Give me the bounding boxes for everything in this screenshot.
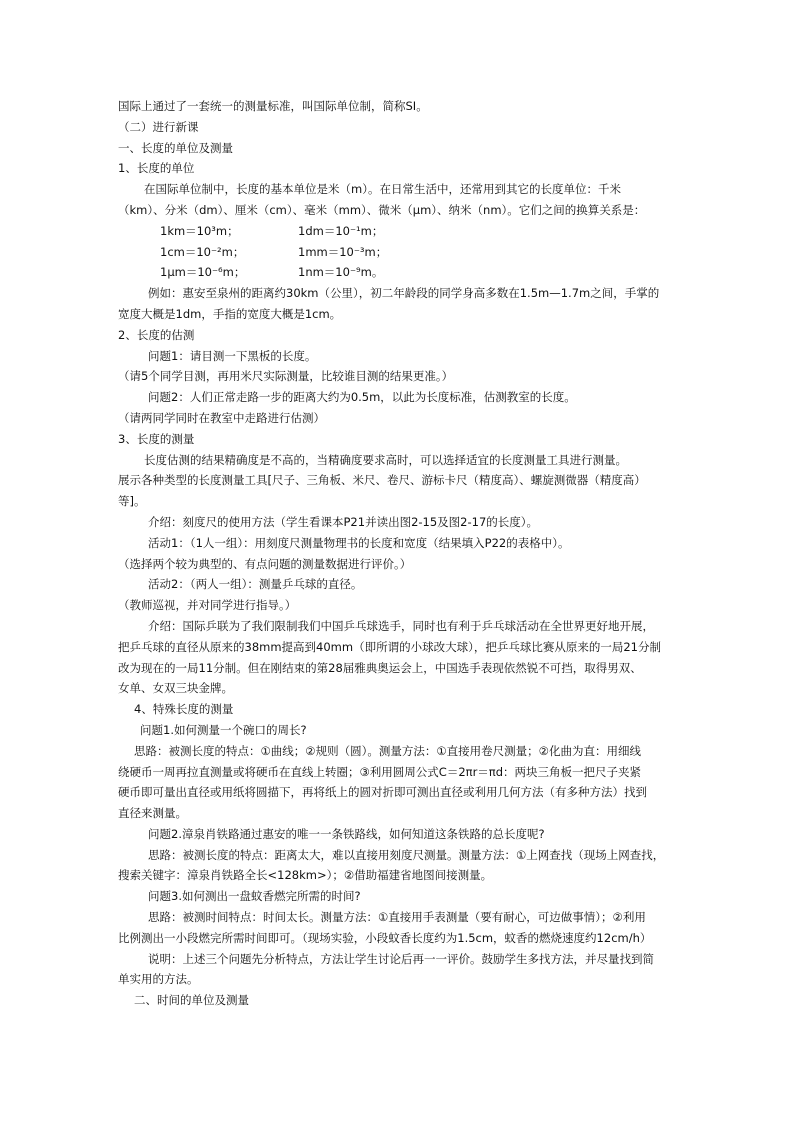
text-line: （km）、分米（dm）、厘米（cm）、毫米（mm）、微米（μm）、纳米（nm）。它们之间的换算关系是：: [118, 202, 646, 217]
subsection-heading: 3、长度的测量: [118, 431, 195, 446]
text-line: 宽度大概是1dm，手指的宽度大概是1cm。: [118, 306, 342, 321]
text-line: 改为现在的一局11分制。但在刚结束的第28届雅典奥运会上，中国选手表现依然锐不可挡，取得男双、: [118, 660, 642, 675]
text-line: （请5个同学目测，再用米尺实际测量，比较谁目测的结果更准。）: [118, 369, 454, 384]
text-line: 把乒乓球的直径从原来的38mm提高到40mm（即所谓的小球改大球），把乒乓球比赛从原来的一局21分制: [118, 639, 661, 654]
question-line: 问题1.如何测量一个碗口的周长?: [140, 722, 307, 737]
text-line: 思路：被测长度的特点：①曲线；②规则（圆）。测量方法：①直接用卷尺测量；②化曲为直：用细线: [134, 743, 641, 758]
text-line: 单实用的方法。: [118, 972, 199, 987]
section-heading: 二、时间的单位及测量: [134, 993, 249, 1008]
question-line: 问题2.漳泉肖铁路通过惠安的唯一一条铁路线，如何知道这条铁路的总长度呢?: [148, 826, 545, 841]
text-line: 例如：惠安至泉州的距离约30km（公里），初二年龄段的同学身高多数在1.5m—1.7m之间，手掌的: [148, 286, 660, 301]
text-line: （选择两个较为典型的、有点问题的测量数据进行评价。）: [118, 556, 412, 571]
text-line: 女单、女双三块金牌。: [118, 681, 233, 696]
conversion-row: [118, 221, 680, 242]
text-line: 活动2：（两人一组）：测量乒乓球的直径。: [148, 577, 363, 592]
text-line: 在国际单位制中，长度的基本单位是米（m）。在日常生活中，还常用到其它的长度单位：千米: [144, 182, 621, 197]
conversion-formula: 1dm＝10⁻¹m；: [298, 223, 384, 238]
text-line: （请两同学同时在教室中走路进行估测）: [118, 410, 325, 425]
subsection-heading: 1、长度的单位: [118, 161, 195, 176]
text-line: 说明：上述三个问题先分析特点，方法让学生讨论后再一一评价。鼓励学生多找方法，并尽量找到简: [148, 951, 654, 966]
subsection-heading: 4、特殊长度的测量: [134, 702, 234, 717]
conversion-row: [118, 262, 680, 283]
text-line: 绕硬币一周再拉直测量或将硬币在直线上转圈；③利用圆周公式C＝2πr＝πd：两块三角板一把尺子夹紧: [118, 764, 642, 779]
text-line: 活动1：（1人一组）：用刻度尺测量物理书的长度和宽度（结果填入P22的表格中）。: [148, 535, 570, 550]
conversion-row: [118, 242, 680, 263]
conversion-formula: 1μm＝10⁻⁶m；: [160, 265, 246, 280]
text-line: 问题2：人们正常走路一步的距离大约为0.5m，以此为长度标准，估测教室的长度。: [148, 390, 576, 405]
text-line: 问题1：请目测一下黑板的长度。: [148, 348, 317, 363]
section-heading: 一、长度的单位及测量: [118, 140, 233, 155]
lesson-plan-text: [118, 96, 680, 1011]
conversion-formula: 1cm＝10⁻²m；: [160, 244, 245, 259]
text-line: 思路：被测时间特点：时间太长。测量方法：①直接用手表测量（要有耐心，可边做事情）；②利用: [148, 910, 646, 925]
text-line: 直径来测量。: [118, 806, 187, 821]
question-line: 问题3.如何测出一盘蚊香燃完所需的时间?: [148, 889, 361, 904]
subsection-heading: 2、长度的估测: [118, 327, 195, 342]
conversion-formula: 1mm＝10⁻³m；: [298, 244, 388, 259]
text-line: 介绍：国际乒联为了我们限制我们中国乒乓球选手，同时也有利于乒乓球活动在全世界更好地开展，: [148, 618, 654, 633]
text-line: 长度估测的结果精确度是不高的，当精确度要求高时，可以选择适宜的长度测量工具进行测量。: [144, 452, 627, 467]
text-line: 国际上通过了一套统一的测量标准，叫国际单位制，简称SI。: [118, 99, 428, 113]
text-line: 展示各种类型的长度测量工具[尺子、三角板、米尺、卷尺、游标卡尺（精度高）、螺旋测微器（精度高）: [118, 473, 646, 488]
conversion-formula: 1nm＝10⁻⁹m。: [298, 265, 384, 280]
conversion-formula: 1km＝10³m；: [160, 223, 239, 238]
text-line: 硬币即可量出直径或用纸将圆描下，再将纸上的圆对折即可测出直径或利用几何方法（有多种方法）找到: [118, 785, 647, 800]
text-line: （教师巡视，并对同学进行指导。）: [118, 598, 297, 613]
text-line: 比例测出一小段燃完所需时间即可。（现场实验，小段蚊香长度约为1.5cm，蚊香的燃烧速度约12cm/h）: [118, 930, 652, 945]
text-line: 介绍：刻度尺的使用方法（学生看课本P21并读出图2-15及图2-17的长度）。: [148, 514, 539, 529]
section-heading: （二）进行新课: [118, 119, 199, 134]
text-line: 思路：被测长度的特点：距离太大，难以直接用刻度尺测量。测量方法：①上网查找（现场上网查找，: [148, 847, 665, 862]
text-line: 等]。: [118, 494, 146, 509]
text-line: 搜索关键字：漳泉肖铁路全长<128km>）；②借助福建省地图间接测量。: [118, 868, 493, 883]
